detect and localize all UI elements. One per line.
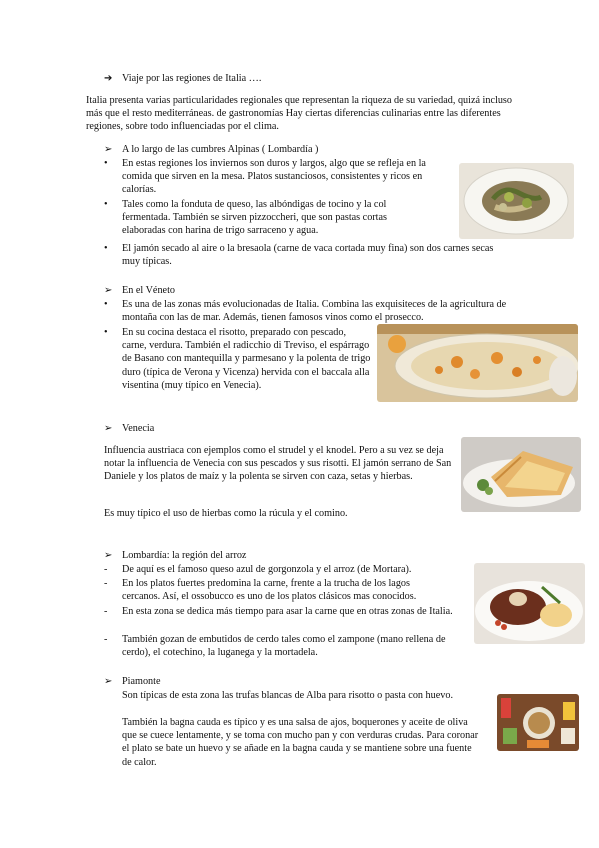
piamonte-paragraph: Son típicas de esta zona las trufas blancas de Alba para risotto o pasta con huevo. bbox=[122, 690, 453, 701]
bullet-dash: - bbox=[104, 634, 108, 645]
chevron-icon: ➢ bbox=[104, 676, 113, 687]
list-item: El jamón secado al aire o la bresaola (carne de vaca cortada muy fina) son dos carnes secas muy típicas. bbox=[122, 243, 494, 268]
venecia-paragraph: Influencia austriaca con ejemplos como el strudel y el knodel. Pero a su vez se deja notar la influencia de Venecia con sus pescados y sus risotti. El jamón serrano de San Daniele y los platos de maíz y la polenta se sirven con caza, setas y hierbas. bbox=[104, 445, 452, 483]
piamonte-paragraph: También la bagna cauda es típico y es una salsa de ajos, boquerones y aceite de oliva que se cuece lentamente, y se toma con mucho pan y con verduras crudas. Para coronar el plato se bate un huevo y se añade en la bagna cauda y se mantiene sobre una fuente de calor. bbox=[122, 717, 479, 768]
bullet-dot: • bbox=[104, 327, 108, 338]
intro-title: Viaje por las regiones de Italia …. bbox=[122, 73, 262, 84]
list-item: También gozan de embutidos de cerdo tales como el zampone (mano rellena de cerdo), el cotechino, la luganega y la mortadela. bbox=[122, 634, 446, 659]
bullet-dot: • bbox=[104, 158, 108, 169]
section-heading-venecia: Venecia bbox=[122, 423, 155, 434]
section-heading-lombardia: Lombardía: la región del arroz bbox=[122, 550, 247, 561]
section-heading-alpinas: A lo largo de las cumbres Alpinas ( Lombardía ) bbox=[122, 144, 319, 155]
bullet-dot: • bbox=[104, 299, 108, 310]
ossobuco-plate-image bbox=[474, 563, 585, 644]
intro-paragraph: Italia presenta varias particularidades regionales que representan la riqueza de su variedad, quizá incluso más que el resto mediterráneas. de gastronomías Hay ciertas diferencias culinarias entre las diferentes regiones, sobre todo influenciadas por el clima. bbox=[86, 95, 512, 133]
bullet-dot: • bbox=[104, 199, 108, 210]
section-heading-piamonte: Piamonte bbox=[122, 676, 161, 687]
list-item: Tales como la fonduta de queso, las albóndigas de tocino y la col fermentada. También se sirven pizzoccheri, que son pastas cortas elaboradas con harina de trigo sarraceno y agua. bbox=[122, 199, 388, 237]
arrow-icon: ➔ bbox=[104, 73, 113, 84]
bullet-dot: • bbox=[104, 243, 108, 254]
bullet-dash: - bbox=[104, 564, 108, 575]
list-item: En esta zona se dedica más tiempo para asar la carne que en otras zonas de Italia. bbox=[122, 606, 453, 617]
risotto-dish-image bbox=[377, 324, 578, 402]
list-item: En su cocina destaca el risotto, preparado con pescado, carne, verdura. También el radicchio di Treviso, el espárrago de Basano con mantequilla y parmesano y la polenta de trigo duro (típica de Verona y Vicenza) hervida con el baccala alla visentina (muy típico en Venecia). bbox=[122, 327, 371, 391]
list-item: De aquí es el famoso queso azul de gorgonzola y el arroz (de Mortara). bbox=[122, 564, 412, 575]
bullet-dash: - bbox=[104, 606, 108, 617]
bagna-cauda-platter-image bbox=[497, 694, 579, 751]
section-heading-veneto: En el Véneto bbox=[122, 285, 175, 296]
chevron-icon: ➢ bbox=[104, 423, 113, 434]
bullet-dash: - bbox=[104, 578, 108, 589]
list-item: En estas regiones los inviernos son duros y largos, algo que se refleja en la comida que sirven en la mesa. Platos sustanciosos, consistentes y ricos en calorías. bbox=[122, 158, 426, 196]
venecia-paragraph: Es muy típico el uso de hierbas como la rúcula y el comino. bbox=[104, 508, 348, 519]
chevron-icon: ➢ bbox=[104, 285, 113, 296]
chevron-icon: ➢ bbox=[104, 144, 113, 155]
strudel-slice-image bbox=[461, 437, 581, 512]
chevron-icon: ➢ bbox=[104, 550, 113, 561]
list-item: En los platos fuertes predomina la carne, frente a la trucha de los lagos cercanos. Así, el ossobucco es uno de los platos clásicos mas conocidos. bbox=[122, 578, 417, 603]
list-item: Es una de las zonas más evolucionadas de Italia. Combina las exquisiteces de la agricultura de montaña con las de mar. Además, tienen famosos vinos como el prosecco. bbox=[122, 299, 507, 324]
plate-of-pizzoccheri-image bbox=[459, 163, 574, 239]
